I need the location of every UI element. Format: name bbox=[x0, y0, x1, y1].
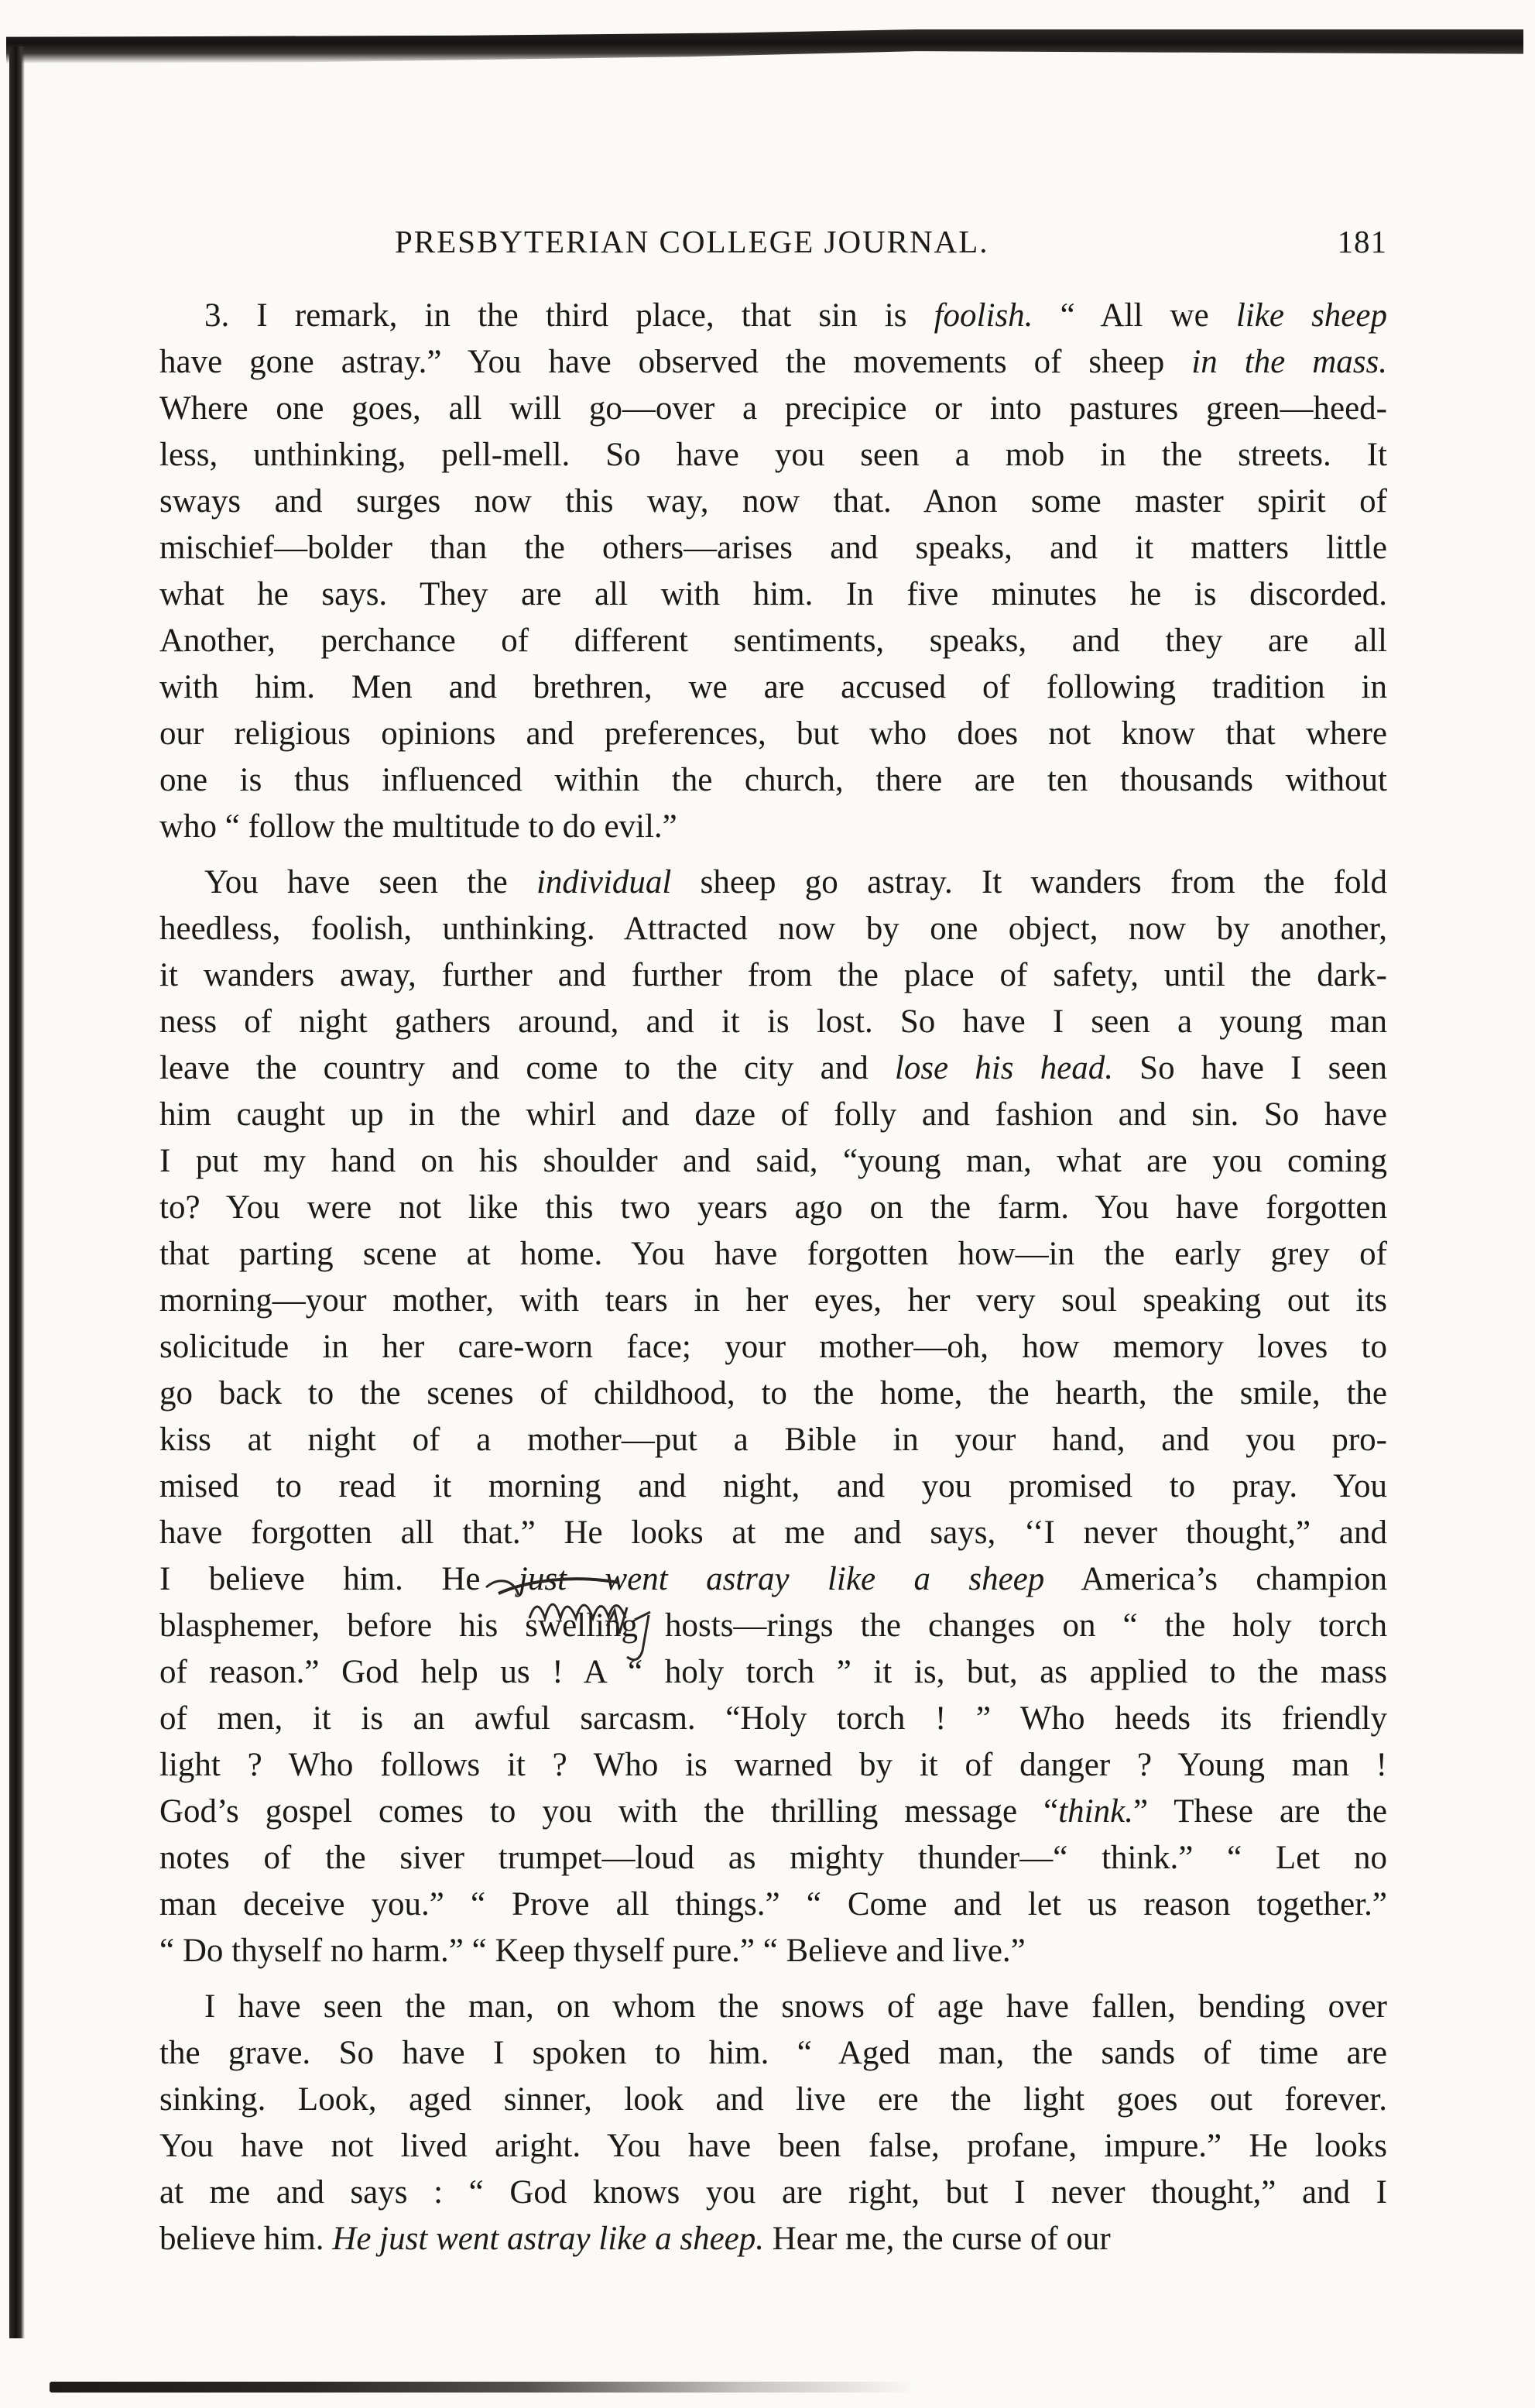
page-number: 181 bbox=[1337, 224, 1387, 259]
text-line bbox=[159, 1556, 1387, 1603]
text-line bbox=[159, 1835, 1387, 1881]
text-line bbox=[159, 711, 1387, 757]
text-line bbox=[159, 1742, 1387, 1789]
text-run: have gone astray.” You have observed the movements of sheep bbox=[159, 344, 1192, 380]
text-line bbox=[159, 1984, 1387, 2030]
text-line bbox=[159, 339, 1387, 386]
text-run: believe him. bbox=[159, 2221, 333, 2257]
text-line bbox=[159, 479, 1387, 525]
text-run: him caught up in the whirl and daze of folly and fashion and sin. So have bbox=[159, 1096, 1387, 1133]
text-run: sways and surges now this way, now that. Anon some master spirit of bbox=[159, 483, 1387, 520]
text-line bbox=[159, 1603, 1387, 1649]
text-run: morning—your mother, with tears in her eyes, her very soul speaking out its bbox=[159, 1282, 1387, 1319]
text-line bbox=[159, 804, 1387, 850]
text-line bbox=[159, 525, 1387, 571]
text-run: So have I seen bbox=[1113, 1050, 1387, 1086]
text-run: of reason.” God help us ! A “ holy torch ” it is, but, as applied to the mass bbox=[159, 1654, 1387, 1690]
text-run: ” These are the bbox=[1132, 1793, 1387, 1830]
text-run: what he says. They are all with him. In five minutes he is discorded. bbox=[159, 576, 1387, 612]
text-line bbox=[159, 2077, 1387, 2123]
text-run: man deceive you.” “ Prove all things.” “ Come and let us reason together.” bbox=[159, 1886, 1387, 1923]
text-line bbox=[159, 1510, 1387, 1556]
scan-edge-left bbox=[9, 46, 25, 2338]
text-run: “ All we bbox=[1033, 297, 1236, 334]
text-line bbox=[159, 757, 1387, 804]
text-run: with him. Men and brethren, we are accused of following tradition in bbox=[159, 669, 1387, 705]
text-run: our religious opinions and preferences, but who does not know that where bbox=[159, 715, 1387, 752]
text-line bbox=[159, 1045, 1387, 1092]
text-run: that parting scene at home. You have forgotten how—in the early grey of bbox=[159, 1236, 1387, 1272]
text-line bbox=[159, 1092, 1387, 1138]
paragraph-aged-man bbox=[159, 1984, 1387, 2262]
text-run: notes of the siver trumpet—loud as mighty thunder—“ think.” “ Let no bbox=[159, 1840, 1387, 1876]
text-run: Hear me, the curse of our bbox=[764, 2221, 1111, 2257]
text-run: mischief—bolder than the others—arises and speaks, and it matters little bbox=[159, 530, 1387, 566]
paragraph-individual-sheep bbox=[159, 859, 1387, 1974]
text-run: Where one goes, all will go—over a precipice or into pastures green—heed- bbox=[159, 390, 1387, 427]
text-line bbox=[159, 293, 1387, 339]
text-run: kiss at night of a mother—put a Bible in your hand, and you pro- bbox=[159, 1422, 1387, 1458]
text-run: one is thus influenced within the church, there are ten thousands without bbox=[159, 762, 1387, 798]
text-line bbox=[159, 2030, 1387, 2077]
text-run: mised to read it morning and night, and you promised to pray. You bbox=[159, 1468, 1387, 1504]
text-run: You have not lived aright. You have been false, profane, impure.” He looks bbox=[159, 2128, 1387, 2164]
text-line bbox=[159, 906, 1387, 952]
text-run: America’s champion bbox=[1044, 1561, 1387, 1597]
running-header bbox=[155, 223, 1387, 266]
text-line bbox=[159, 432, 1387, 479]
text-line bbox=[159, 1881, 1387, 1928]
text-run: “ Do thyself no harm.” “ Keep thyself pure.” “ Believe and live.” bbox=[159, 1933, 1026, 1969]
text-run: less, unthinking, pell-mell. So have you seen a mob in the streets. It bbox=[159, 437, 1387, 473]
text-line bbox=[159, 664, 1387, 711]
text-run: have forgotten all that.” He looks at me and says, ‘‘I never thought,” and bbox=[159, 1514, 1387, 1551]
text-line bbox=[159, 1696, 1387, 1742]
text-line bbox=[159, 952, 1387, 999]
text-run: ness of night gathers around, and it is lost. So have I seen a young man bbox=[159, 1003, 1387, 1040]
scan-edge-bottom bbox=[50, 2382, 917, 2393]
italic-run: He just went astray like a sheep. bbox=[332, 2221, 764, 2257]
body-text bbox=[159, 293, 1387, 2272]
italic-run: lose his head. bbox=[894, 1050, 1113, 1086]
text-run: go back to the scenes of childhood, to the home, the hearth, the smile, the bbox=[159, 1375, 1387, 1412]
text-line bbox=[159, 2123, 1387, 2170]
text-run: sheep go astray. It wanders from the fold bbox=[671, 864, 1388, 900]
text-line bbox=[159, 2170, 1387, 2216]
text-run: leave the country and come to the city and bbox=[159, 1050, 895, 1086]
text-line bbox=[159, 1649, 1387, 1696]
text-run: God’s gospel comes to you with the thrilling message “ bbox=[159, 1793, 1059, 1830]
text-line bbox=[159, 1185, 1387, 1231]
handwritten-correction bbox=[483, 1549, 669, 1672]
text-run: who “ follow the multitude to do evil.” bbox=[159, 808, 677, 845]
text-line bbox=[159, 859, 1387, 906]
text-run: I put my hand on his shoulder and said, “young man, what are you coming bbox=[159, 1143, 1387, 1179]
scan-edge-top bbox=[6, 29, 1523, 63]
italic-run: in the mass. bbox=[1191, 344, 1387, 380]
text-run: of men, it is an awful sarcasm. “Holy torch ! ” Who heeds its friendly bbox=[159, 1700, 1387, 1737]
text-run: solicitude in her care-worn face; your mother—oh, how memory loves to bbox=[159, 1329, 1387, 1365]
text-line bbox=[159, 2216, 1387, 2262]
text-run: it wanders away, further and further from the place of safety, until the dark- bbox=[159, 957, 1387, 993]
text-run: 3. I remark, in the third place, that sin is bbox=[204, 297, 934, 334]
text-line bbox=[159, 1138, 1387, 1185]
journal-title: PRESBYTERIAN COLLEGE JOURNAL. bbox=[395, 224, 989, 259]
text-run: sinking. Look, aged sinner, look and live ere the light goes out forever. bbox=[159, 2081, 1387, 2118]
text-run: I believe him. He bbox=[159, 1561, 519, 1597]
text-line bbox=[159, 386, 1387, 432]
text-line bbox=[159, 1278, 1387, 1324]
text-line bbox=[159, 1370, 1387, 1417]
text-line bbox=[159, 1463, 1387, 1510]
italic-run: foolish. bbox=[934, 297, 1033, 334]
paragraph-sin-is-foolish bbox=[159, 293, 1387, 850]
text-run: heedless, foolish, unthinking. Attracted now by one object, now by another, bbox=[159, 911, 1387, 947]
text-run: Another, perchance of different sentiments, speaks, and they are all bbox=[159, 623, 1387, 659]
italic-run: like sheep bbox=[1235, 297, 1387, 334]
text-run: You have seen the bbox=[204, 864, 536, 900]
text-line bbox=[159, 999, 1387, 1045]
text-run: the grave. So have I spoken to him. “ Aged man, the sands of time are bbox=[159, 2035, 1387, 2071]
text-run: light ? Who follows it ? Who is warned by it of danger ? Young man ! bbox=[159, 1747, 1387, 1783]
italic-run: think. bbox=[1058, 1793, 1133, 1830]
text-run: I have seen the man, on whom the snows of age have fallen, bending over bbox=[204, 1988, 1387, 2025]
text-line bbox=[159, 1417, 1387, 1463]
text-run: at me and says : “ God knows you are right, but I never thought,” and I bbox=[159, 2174, 1387, 2211]
italic-run: individual bbox=[536, 864, 672, 900]
text-line bbox=[159, 1928, 1387, 1974]
text-run: blasphemer, before his swelling hosts—rings the changes on “ the holy torch bbox=[159, 1607, 1387, 1644]
text-line bbox=[159, 571, 1387, 618]
text-line bbox=[159, 1789, 1387, 1835]
text-run: to? You were not like this two years ago on the farm. You have forgotten bbox=[159, 1189, 1387, 1226]
text-line bbox=[159, 618, 1387, 664]
italic-run: just went astray like a sheep bbox=[518, 1561, 1045, 1597]
text-line bbox=[159, 1231, 1387, 1278]
text-line bbox=[159, 1324, 1387, 1370]
